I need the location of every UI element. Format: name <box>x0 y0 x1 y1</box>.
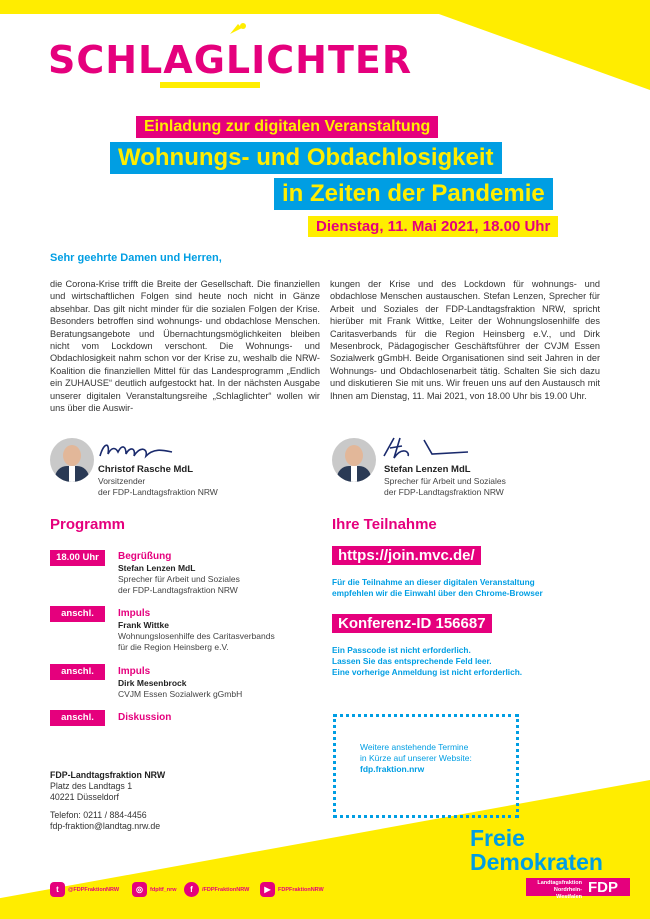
yellow-corner-decoration <box>400 0 650 90</box>
program-item-desc: für die Region Heinsberg e.V. <box>118 642 229 652</box>
fdp-badge-text: FDP <box>588 879 618 896</box>
facebook-icon: f <box>184 882 199 897</box>
spotlight-icon <box>228 22 250 36</box>
body-text-right: kungen der Krise und des Lockdown für wohnungs- und obdachlose Menschen austauschen. Stefan Lenzen, Sprecher für Arbeit und Soziales der FDP-Landtagsfraktion NRW, spricht hierüber mit Frank Wittke, Leiter der Wohnungslosenhilfe des Caritasverbands für die Region Heinsberg e.V., und Dirk Mesenbrock, Pädagogischer Geschäftsführer der CVJM Essen Sozialwerk gGmbH. Beide Organisationen sind seit Jahren in der Wohnungs- und Obdachlosenarbeit tätig. Schalten Sie sich dazu und diskutieren Sie mit uns. Wir freuen uns auf den Austausch mit Ihnen am Dienstag, 11. Mai 2021, von 18.00 Uhr bis 19.00 Uhr. <box>330 279 600 401</box>
program-item-title: Impuls <box>118 608 151 619</box>
passcode-info: Lassen Sie das entsprechende Feld leer. <box>332 656 492 666</box>
event-title-line2: in Zeiten der Pandemie <box>274 178 553 210</box>
signature-role: Vorsitzender <box>98 476 146 486</box>
signature-role: der FDP-Landtagsfraktion NRW <box>384 487 504 497</box>
schlaglichter-logo: SCHLAGLICHTER <box>48 38 413 82</box>
address-city: 40221 Düsseldorf <box>50 792 119 802</box>
signature-lenzen <box>380 434 470 462</box>
social-instagram[interactable]: ◎ fdpltf_nrw <box>132 882 177 897</box>
conference-id: Konferenz-ID 156687 <box>332 614 492 633</box>
browser-info: Für die Teilnahme an dieser digitalen Veranstaltung <box>332 577 535 587</box>
program-item-speaker: Stefan Lenzen MdL <box>118 563 196 573</box>
program-item-title: Diskussion <box>118 712 172 723</box>
instagram-icon: ◎ <box>132 882 147 897</box>
address-email[interactable]: fdp-fraktion@landtag.nrw.de <box>50 821 161 831</box>
avatar <box>50 438 94 482</box>
youtube-icon: ▶ <box>260 882 275 897</box>
program-time-badge: anschl. <box>50 710 105 726</box>
program-item-speaker: Dirk Mesenbrock <box>118 678 187 688</box>
address-phone: Telefon: 0211 / 884-4456 <box>50 810 147 820</box>
program-item-title: Begrüßung <box>118 551 172 562</box>
logo-underline <box>160 82 260 88</box>
program-item-desc: CVJM Essen Sozialwerk gGmbH <box>118 689 243 699</box>
program-item-speaker: Frank Wittke <box>118 620 169 630</box>
program-time-badge: 18.00 Uhr <box>50 550 105 566</box>
signature-name: Christof Rasche MdL <box>98 464 194 475</box>
program-time-badge: anschl. <box>50 606 105 622</box>
join-url-link[interactable]: https://join.mvc.de/ <box>332 546 481 565</box>
program-title: Programm <box>50 516 126 533</box>
program-item-desc: Wohnungslosenhilfe des Caritasverbands <box>118 631 275 641</box>
more-events-text: Weitere anstehende Termine in Kürze auf unserer Website: fdp.fraktion.nrw <box>360 742 472 774</box>
social-youtube[interactable]: ▶ FDPFraktionNRW <box>260 882 324 897</box>
social-facebook[interactable]: f /FDPFraktionNRW <box>184 882 249 897</box>
event-date: Dienstag, 11. Mai 2021, 18.00 Uhr <box>308 216 558 237</box>
website-link[interactable]: fdp.fraktion.nrw <box>360 764 425 774</box>
program-item-desc: Sprecher für Arbeit und Soziales <box>118 574 240 584</box>
program-item-desc: der FDP-Landtagsfraktion NRW <box>118 585 238 595</box>
signature-name: Stefan Lenzen MdL <box>384 464 471 475</box>
fdp-badge-sub: Landtagsfraktion Nordrhein-Westfalen <box>537 880 582 900</box>
program-item-title: Impuls <box>118 666 151 677</box>
passcode-info: Eine vorherige Anmeldung ist nicht erforderlich. <box>332 667 523 677</box>
browser-info: empfehlen wir die Einwahl über den Chrome-Browser <box>332 588 543 598</box>
brand-logo: Freie Demokraten <box>470 825 603 875</box>
body-text-left: die Corona-Krise trifft die Breite der Gesellschaft. Die finanziellen und wirtschaftlichen Folgen sind heute noch nicht in Gänze absehbar. Das gilt nicht minder für die sozialen Folgen der Krise. Besonders betroffen sind wohnungs- und obdachlose Menschen. Beratungsangebote und Übernachtungsmöglichkeiten bleiben nicht vom Lockdown verschont. Die Wohnungs- und Obdachlosigkeit nahm schon vor der Krise zu, weshalb die NRW-Koalition die finanziellen Mittel für das Landesprogramm „Endlich ein ZUHAUSE“ deutlich aufgestockt hat. In der nächsten Ausgabe unserer digitalen Veranstaltungsreihe „Schlaglichter“ wollen wir uns über die Auswir- <box>50 279 320 414</box>
invitation-line: Einladung zur digitalen Veranstaltung <box>136 116 438 138</box>
signature-rasche <box>96 438 176 464</box>
social-twitter[interactable]: t @FDPFraktionNRW <box>50 882 119 897</box>
greeting: Sehr geehrte Damen und Herren, <box>50 252 222 264</box>
avatar <box>332 438 376 482</box>
address-street: Platz des Landtags 1 <box>50 781 133 791</box>
passcode-info: Ein Passcode ist nicht erforderlich. <box>332 645 471 655</box>
address-org: FDP-Landtagsfraktion NRW <box>50 770 166 780</box>
event-title-line1: Wohnungs- und Obdachlosigkeit <box>110 142 502 174</box>
signature-role: der FDP-Landtagsfraktion NRW <box>98 487 218 497</box>
signature-role: Sprecher für Arbeit und Soziales <box>384 476 506 486</box>
twitter-icon: t <box>50 882 65 897</box>
program-time-badge: anschl. <box>50 664 105 680</box>
participation-title: Ihre Teilnahme <box>332 516 437 533</box>
